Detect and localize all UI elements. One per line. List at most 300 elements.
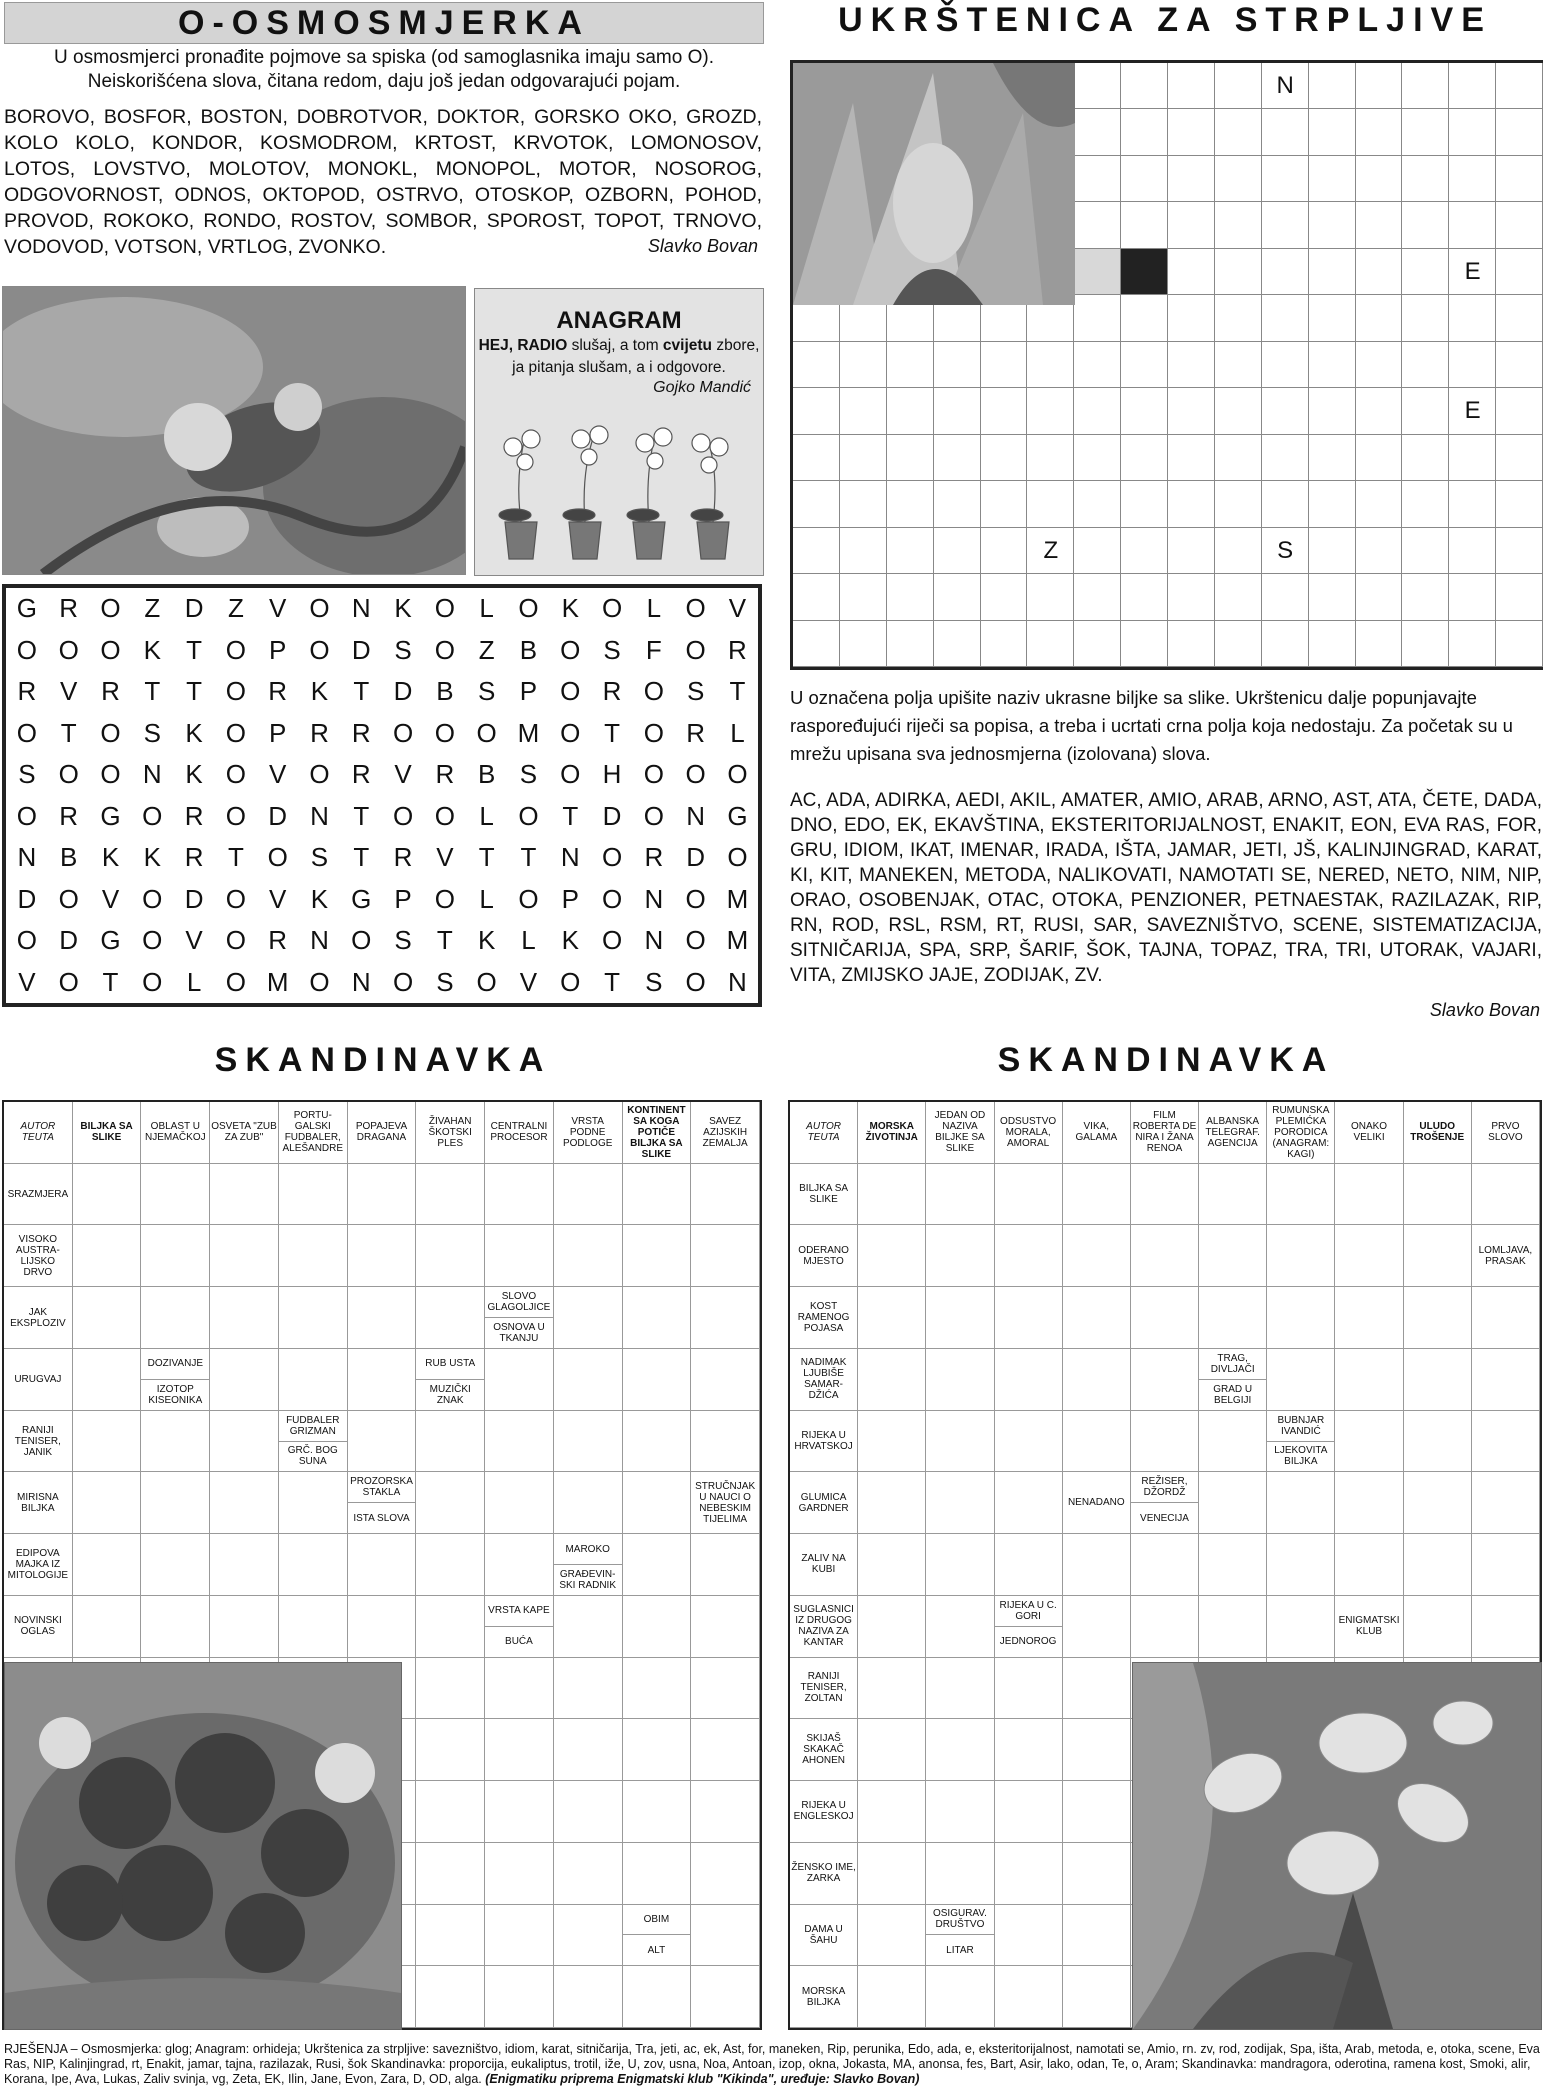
crossword-cell[interactable] xyxy=(1168,574,1215,620)
answer-cell[interactable] xyxy=(554,1164,623,1226)
answer-cell[interactable] xyxy=(858,1472,926,1534)
answer-cell[interactable] xyxy=(141,1411,210,1473)
crossword-cell[interactable] xyxy=(1262,295,1309,341)
crossword-cell[interactable] xyxy=(1262,342,1309,388)
answer-cell[interactable] xyxy=(1063,1781,1131,1843)
answer-cell[interactable] xyxy=(279,1287,348,1349)
answer-cell[interactable] xyxy=(623,1843,692,1905)
answer-cell[interactable] xyxy=(1131,1287,1199,1349)
crossword-cell[interactable] xyxy=(793,388,840,434)
crossword-cell[interactable] xyxy=(934,621,981,667)
crossword-cell[interactable] xyxy=(1074,574,1121,620)
answer-cell[interactable] xyxy=(858,1287,926,1349)
crossword-cell[interactable] xyxy=(1356,621,1403,667)
answer-cell[interactable] xyxy=(995,1225,1063,1287)
answer-cell[interactable] xyxy=(623,1966,692,2028)
crossword-cell[interactable] xyxy=(1496,295,1543,341)
answer-cell[interactable] xyxy=(554,1287,623,1349)
crossword-cell[interactable] xyxy=(887,528,934,574)
answer-cell[interactable] xyxy=(995,1966,1063,2028)
crossword-cell[interactable] xyxy=(934,342,981,388)
answer-cell[interactable] xyxy=(1131,1164,1199,1226)
answer-cell[interactable] xyxy=(416,1411,485,1473)
crossword-cell[interactable] xyxy=(1356,202,1403,248)
answer-cell[interactable] xyxy=(73,1472,142,1534)
answer-cell[interactable] xyxy=(416,1225,485,1287)
crossword-cell[interactable] xyxy=(1121,295,1168,341)
answer-cell[interactable] xyxy=(348,1411,417,1473)
answer-cell[interactable] xyxy=(348,1534,417,1596)
answer-cell[interactable] xyxy=(1267,1596,1335,1658)
answer-cell[interactable] xyxy=(623,1472,692,1534)
crossword-cell[interactable] xyxy=(1074,249,1121,295)
answer-cell[interactable] xyxy=(73,1534,142,1596)
answer-cell[interactable] xyxy=(1063,1966,1131,2028)
answer-cell[interactable] xyxy=(1199,1411,1267,1473)
answer-cell[interactable] xyxy=(691,1781,760,1843)
crossword-cell[interactable] xyxy=(1121,156,1168,202)
answer-cell[interactable] xyxy=(1267,1534,1335,1596)
answer-cell[interactable] xyxy=(995,1843,1063,1905)
answer-cell[interactable] xyxy=(1199,1534,1267,1596)
answer-cell[interactable] xyxy=(141,1225,210,1287)
crossword-cell[interactable] xyxy=(981,621,1028,667)
answer-cell[interactable] xyxy=(348,1596,417,1658)
answer-cell[interactable] xyxy=(554,1472,623,1534)
crossword-cell[interactable] xyxy=(934,574,981,620)
answer-cell[interactable] xyxy=(554,1719,623,1781)
crossword-cell[interactable] xyxy=(1168,295,1215,341)
answer-cell[interactable] xyxy=(141,1287,210,1349)
crossword-cell[interactable] xyxy=(1402,481,1449,527)
answer-cell[interactable] xyxy=(1063,1411,1131,1473)
answer-cell[interactable] xyxy=(1063,1164,1131,1226)
answer-cell[interactable] xyxy=(554,1905,623,1967)
crossword-cell[interactable] xyxy=(1496,202,1543,248)
crossword-cell[interactable] xyxy=(1121,342,1168,388)
answer-cell[interactable] xyxy=(691,1843,760,1905)
answer-cell[interactable] xyxy=(1404,1225,1472,1287)
crossword-cell[interactable] xyxy=(1168,156,1215,202)
crossword-cell[interactable] xyxy=(1121,388,1168,434)
crossword-cell[interactable] xyxy=(1449,574,1496,620)
crossword-cell[interactable] xyxy=(1262,621,1309,667)
answer-cell[interactable] xyxy=(1063,1596,1131,1658)
crossword-cell[interactable] xyxy=(840,342,887,388)
crossword-cell[interactable] xyxy=(1121,202,1168,248)
answer-cell[interactable] xyxy=(1335,1287,1403,1349)
answer-cell[interactable] xyxy=(691,1164,760,1226)
crossword-cell[interactable] xyxy=(840,528,887,574)
answer-cell[interactable] xyxy=(210,1596,279,1658)
answer-cell[interactable] xyxy=(1063,1658,1131,1720)
crossword-cell[interactable] xyxy=(1215,342,1262,388)
answer-cell[interactable] xyxy=(1335,1411,1403,1473)
answer-cell[interactable] xyxy=(1131,1225,1199,1287)
answer-cell[interactable] xyxy=(858,1966,926,2028)
answer-cell[interactable] xyxy=(279,1534,348,1596)
crossword-cell[interactable] xyxy=(1356,342,1403,388)
crossword-cell[interactable] xyxy=(840,621,887,667)
answer-cell[interactable] xyxy=(926,1966,994,2028)
crossword-cell[interactable] xyxy=(1449,621,1496,667)
answer-cell[interactable] xyxy=(210,1349,279,1411)
answer-cell[interactable] xyxy=(1404,1534,1472,1596)
answer-cell[interactable] xyxy=(485,1966,554,2028)
answer-cell[interactable] xyxy=(926,1719,994,1781)
crossword-cell[interactable] xyxy=(1496,342,1543,388)
crossword-cell[interactable] xyxy=(1356,481,1403,527)
crossword-cell[interactable] xyxy=(934,528,981,574)
crossword-cell[interactable] xyxy=(1215,249,1262,295)
crossword-cell[interactable] xyxy=(1449,481,1496,527)
answer-cell[interactable] xyxy=(348,1349,417,1411)
answer-cell[interactable] xyxy=(691,1596,760,1658)
answer-cell[interactable] xyxy=(995,1349,1063,1411)
answer-cell[interactable] xyxy=(416,1164,485,1226)
crossword-cell[interactable] xyxy=(1121,528,1168,574)
answer-cell[interactable] xyxy=(995,1905,1063,1967)
crossword-cell[interactable] xyxy=(1309,156,1356,202)
crossword-cell[interactable] xyxy=(1168,249,1215,295)
crossword-cell[interactable] xyxy=(981,388,1028,434)
answer-cell[interactable] xyxy=(858,1411,926,1473)
crossword-cell[interactable] xyxy=(1356,435,1403,481)
answer-cell[interactable] xyxy=(623,1349,692,1411)
crossword-cell[interactable] xyxy=(1027,621,1074,667)
answer-cell[interactable] xyxy=(1267,1287,1335,1349)
answer-cell[interactable] xyxy=(141,1534,210,1596)
crossword-cell[interactable] xyxy=(1402,342,1449,388)
crossword-cell[interactable] xyxy=(793,342,840,388)
crossword-cell[interactable] xyxy=(1262,202,1309,248)
crossword-cell[interactable] xyxy=(1309,342,1356,388)
crossword-cell[interactable] xyxy=(1121,435,1168,481)
answer-cell[interactable] xyxy=(926,1349,994,1411)
crossword-cell[interactable] xyxy=(1168,481,1215,527)
answer-cell[interactable] xyxy=(416,1781,485,1843)
answer-cell[interactable] xyxy=(1472,1164,1540,1226)
answer-cell[interactable] xyxy=(485,1225,554,1287)
answer-cell[interactable] xyxy=(1199,1225,1267,1287)
answer-cell[interactable] xyxy=(1199,1596,1267,1658)
answer-cell[interactable] xyxy=(416,1843,485,1905)
crossword-cell[interactable] xyxy=(1262,109,1309,155)
answer-cell[interactable] xyxy=(995,1658,1063,1720)
crossword-cell[interactable] xyxy=(1215,63,1262,109)
answer-cell[interactable] xyxy=(1472,1534,1540,1596)
crossword-cell[interactable] xyxy=(1121,574,1168,620)
crossword-cell[interactable] xyxy=(1449,295,1496,341)
answer-cell[interactable] xyxy=(1404,1472,1472,1534)
answer-cell[interactable] xyxy=(1063,1287,1131,1349)
answer-cell[interactable] xyxy=(348,1164,417,1226)
crossword-cell[interactable] xyxy=(1168,63,1215,109)
answer-cell[interactable] xyxy=(623,1411,692,1473)
answer-cell[interactable] xyxy=(995,1781,1063,1843)
answer-cell[interactable] xyxy=(1131,1596,1199,1658)
crossword-cell[interactable] xyxy=(1168,342,1215,388)
crossword-cell[interactable] xyxy=(1168,388,1215,434)
answer-cell[interactable] xyxy=(858,1225,926,1287)
answer-cell[interactable] xyxy=(623,1719,692,1781)
crossword-cell[interactable] xyxy=(1496,249,1543,295)
crossword-cell[interactable] xyxy=(1168,621,1215,667)
answer-cell[interactable] xyxy=(926,1287,994,1349)
answer-cell[interactable] xyxy=(485,1719,554,1781)
crossword-cell[interactable] xyxy=(1121,481,1168,527)
answer-cell[interactable] xyxy=(1063,1349,1131,1411)
crossword-cell[interactable] xyxy=(1074,109,1121,155)
answer-cell[interactable] xyxy=(1404,1596,1472,1658)
answer-cell[interactable] xyxy=(485,1411,554,1473)
crossword-cell[interactable] xyxy=(1449,342,1496,388)
crossword-cell[interactable] xyxy=(1262,249,1309,295)
crossword-cell[interactable] xyxy=(1168,435,1215,481)
crossword-cell[interactable] xyxy=(981,342,1028,388)
crossword-cell[interactable] xyxy=(1074,481,1121,527)
crossword-cell[interactable] xyxy=(1309,481,1356,527)
crossword-cell[interactable] xyxy=(1309,109,1356,155)
answer-cell[interactable] xyxy=(623,1225,692,1287)
crossword-cell[interactable] xyxy=(934,481,981,527)
crossword-cell[interactable] xyxy=(1262,156,1309,202)
answer-cell[interactable] xyxy=(858,1349,926,1411)
answer-cell[interactable] xyxy=(691,1719,760,1781)
crossword-cell[interactable] xyxy=(1402,435,1449,481)
crossword-cell[interactable] xyxy=(1309,295,1356,341)
answer-cell[interactable] xyxy=(995,1534,1063,1596)
answer-cell[interactable] xyxy=(1404,1411,1472,1473)
answer-cell[interactable] xyxy=(416,1534,485,1596)
answer-cell[interactable] xyxy=(926,1225,994,1287)
answer-cell[interactable] xyxy=(210,1164,279,1226)
crossword-cell[interactable] xyxy=(1027,574,1074,620)
answer-cell[interactable] xyxy=(554,1843,623,1905)
crossword-cell[interactable] xyxy=(887,435,934,481)
answer-cell[interactable] xyxy=(926,1411,994,1473)
answer-cell[interactable] xyxy=(1404,1164,1472,1226)
crossword-cell[interactable] xyxy=(1402,295,1449,341)
answer-cell[interactable] xyxy=(73,1225,142,1287)
answer-cell[interactable] xyxy=(554,1225,623,1287)
answer-cell[interactable] xyxy=(926,1781,994,1843)
crossword-cell[interactable] xyxy=(1402,574,1449,620)
answer-cell[interactable] xyxy=(73,1287,142,1349)
crossword-cell[interactable] xyxy=(1356,295,1403,341)
answer-cell[interactable] xyxy=(858,1781,926,1843)
answer-cell[interactable] xyxy=(623,1596,692,1658)
crossword-cell[interactable] xyxy=(1356,388,1403,434)
answer-cell[interactable] xyxy=(1404,1349,1472,1411)
crossword-cell[interactable] xyxy=(981,481,1028,527)
crossword-cell[interactable] xyxy=(1496,481,1543,527)
answer-cell[interactable] xyxy=(141,1596,210,1658)
crossword-cell[interactable] xyxy=(934,435,981,481)
crossword-cell[interactable] xyxy=(1074,435,1121,481)
answer-cell[interactable] xyxy=(995,1472,1063,1534)
crossword-cell[interactable] xyxy=(1356,574,1403,620)
answer-cell[interactable] xyxy=(691,1658,760,1720)
answer-cell[interactable] xyxy=(623,1781,692,1843)
answer-cell[interactable] xyxy=(210,1411,279,1473)
crossword-cell[interactable] xyxy=(1496,621,1543,667)
answer-cell[interactable] xyxy=(1335,1534,1403,1596)
answer-cell[interactable] xyxy=(1472,1411,1540,1473)
answer-cell[interactable] xyxy=(858,1658,926,1720)
answer-cell[interactable] xyxy=(691,1349,760,1411)
crossword-cell[interactable] xyxy=(1168,528,1215,574)
answer-cell[interactable] xyxy=(1063,1534,1131,1596)
answer-cell[interactable] xyxy=(1335,1164,1403,1226)
crossword-cell[interactable] xyxy=(1449,202,1496,248)
answer-cell[interactable] xyxy=(485,1534,554,1596)
answer-cell[interactable] xyxy=(858,1596,926,1658)
answer-cell[interactable] xyxy=(1472,1472,1540,1534)
crossword-cell[interactable] xyxy=(1074,388,1121,434)
crossword-cell[interactable] xyxy=(1027,481,1074,527)
answer-cell[interactable] xyxy=(279,1349,348,1411)
crossword-cell[interactable] xyxy=(887,574,934,620)
crossword-cell[interactable] xyxy=(1121,109,1168,155)
crossword-cell[interactable] xyxy=(1402,528,1449,574)
crossword-cell[interactable] xyxy=(1402,249,1449,295)
answer-cell[interactable] xyxy=(1472,1596,1540,1658)
crossword-cell[interactable] xyxy=(1074,63,1121,109)
crossword-cell[interactable] xyxy=(1496,574,1543,620)
crossword-cell[interactable] xyxy=(1262,574,1309,620)
crossword-cell[interactable] xyxy=(887,621,934,667)
answer-cell[interactable] xyxy=(485,1658,554,1720)
answer-cell[interactable] xyxy=(1335,1472,1403,1534)
crossword-cell[interactable] xyxy=(1262,388,1309,434)
answer-cell[interactable] xyxy=(279,1596,348,1658)
answer-cell[interactable] xyxy=(1267,1225,1335,1287)
answer-cell[interactable] xyxy=(858,1905,926,1967)
answer-cell[interactable] xyxy=(926,1596,994,1658)
answer-cell[interactable] xyxy=(1335,1225,1403,1287)
answer-cell[interactable] xyxy=(926,1472,994,1534)
crossword-cell[interactable] xyxy=(1168,109,1215,155)
answer-cell[interactable] xyxy=(858,1534,926,1596)
answer-cell[interactable] xyxy=(73,1411,142,1473)
crossword-cell[interactable] xyxy=(1356,63,1403,109)
crossword-cell[interactable] xyxy=(1027,388,1074,434)
crossword-cell[interactable] xyxy=(840,388,887,434)
answer-cell[interactable] xyxy=(554,1411,623,1473)
crossword-cell[interactable] xyxy=(934,388,981,434)
crossword-cell[interactable] xyxy=(981,528,1028,574)
crossword-cell[interactable] xyxy=(887,342,934,388)
answer-cell[interactable] xyxy=(348,1225,417,1287)
answer-cell[interactable] xyxy=(1267,1472,1335,1534)
answer-cell[interactable] xyxy=(141,1472,210,1534)
crossword-cell[interactable] xyxy=(1402,202,1449,248)
answer-cell[interactable] xyxy=(995,1164,1063,1226)
answer-cell[interactable] xyxy=(73,1164,142,1226)
crossword-cell[interactable] xyxy=(981,435,1028,481)
answer-cell[interactable] xyxy=(141,1164,210,1226)
crossword-cell[interactable] xyxy=(1027,342,1074,388)
crossword-cell[interactable] xyxy=(840,481,887,527)
crossword-cell[interactable] xyxy=(1449,156,1496,202)
answer-cell[interactable] xyxy=(995,1411,1063,1473)
crossword-cell[interactable] xyxy=(1496,528,1543,574)
crossword-cell[interactable] xyxy=(1074,156,1121,202)
crossword-cell[interactable] xyxy=(1309,528,1356,574)
crossword-cell[interactable] xyxy=(1496,109,1543,155)
crossword-cell[interactable] xyxy=(1449,109,1496,155)
crossword-cell[interactable] xyxy=(1496,435,1543,481)
answer-cell[interactable] xyxy=(1063,1719,1131,1781)
crossword-cell[interactable] xyxy=(1215,435,1262,481)
crossword-cell[interactable] xyxy=(1496,63,1543,109)
answer-cell[interactable] xyxy=(926,1658,994,1720)
answer-cell[interactable] xyxy=(485,1781,554,1843)
answer-cell[interactable] xyxy=(210,1534,279,1596)
answer-cell[interactable] xyxy=(1472,1349,1540,1411)
crossword-cell[interactable] xyxy=(1496,156,1543,202)
crossword-cell[interactable] xyxy=(1262,481,1309,527)
answer-cell[interactable] xyxy=(858,1719,926,1781)
answer-cell[interactable] xyxy=(1063,1843,1131,1905)
crossword-cell[interactable] xyxy=(793,435,840,481)
answer-cell[interactable] xyxy=(1267,1349,1335,1411)
crossword-cell[interactable] xyxy=(1309,621,1356,667)
crossword-cell[interactable] xyxy=(1074,528,1121,574)
crossword-cell[interactable] xyxy=(1449,528,1496,574)
answer-cell[interactable] xyxy=(858,1843,926,1905)
crossword-cell[interactable] xyxy=(793,528,840,574)
answer-cell[interactable] xyxy=(1404,1287,1472,1349)
crossword-cell[interactable] xyxy=(1121,63,1168,109)
crossword-cell[interactable] xyxy=(1215,295,1262,341)
answer-cell[interactable] xyxy=(1199,1472,1267,1534)
answer-cell[interactable] xyxy=(416,1658,485,1720)
answer-cell[interactable] xyxy=(73,1349,142,1411)
crossword-cell[interactable] xyxy=(887,481,934,527)
answer-cell[interactable] xyxy=(1199,1287,1267,1349)
crossword-cell[interactable] xyxy=(1309,63,1356,109)
answer-cell[interactable] xyxy=(210,1472,279,1534)
answer-cell[interactable] xyxy=(554,1349,623,1411)
crossword-cell[interactable] xyxy=(1402,388,1449,434)
answer-cell[interactable] xyxy=(691,1287,760,1349)
answer-cell[interactable] xyxy=(554,1966,623,2028)
crossword-cell[interactable] xyxy=(1074,295,1121,341)
answer-cell[interactable] xyxy=(926,1534,994,1596)
crossword-cell[interactable] xyxy=(981,574,1028,620)
answer-cell[interactable] xyxy=(1199,1164,1267,1226)
answer-cell[interactable] xyxy=(691,1225,760,1287)
answer-cell[interactable] xyxy=(279,1164,348,1226)
crossword-cell[interactable] xyxy=(1121,621,1168,667)
answer-cell[interactable] xyxy=(926,1164,994,1226)
answer-cell[interactable] xyxy=(691,1966,760,2028)
crossword-cell[interactable] xyxy=(1309,249,1356,295)
crossword-cell[interactable] xyxy=(1309,574,1356,620)
answer-cell[interactable] xyxy=(1063,1905,1131,1967)
crossword-cell[interactable] xyxy=(1074,342,1121,388)
answer-cell[interactable] xyxy=(554,1658,623,1720)
crossword-cell[interactable] xyxy=(1215,388,1262,434)
answer-cell[interactable] xyxy=(623,1658,692,1720)
answer-cell[interactable] xyxy=(691,1905,760,1967)
crossword-cell[interactable] xyxy=(1356,528,1403,574)
answer-cell[interactable] xyxy=(623,1534,692,1596)
crossword-cell[interactable] xyxy=(1215,202,1262,248)
crossword-cell[interactable] xyxy=(1449,435,1496,481)
